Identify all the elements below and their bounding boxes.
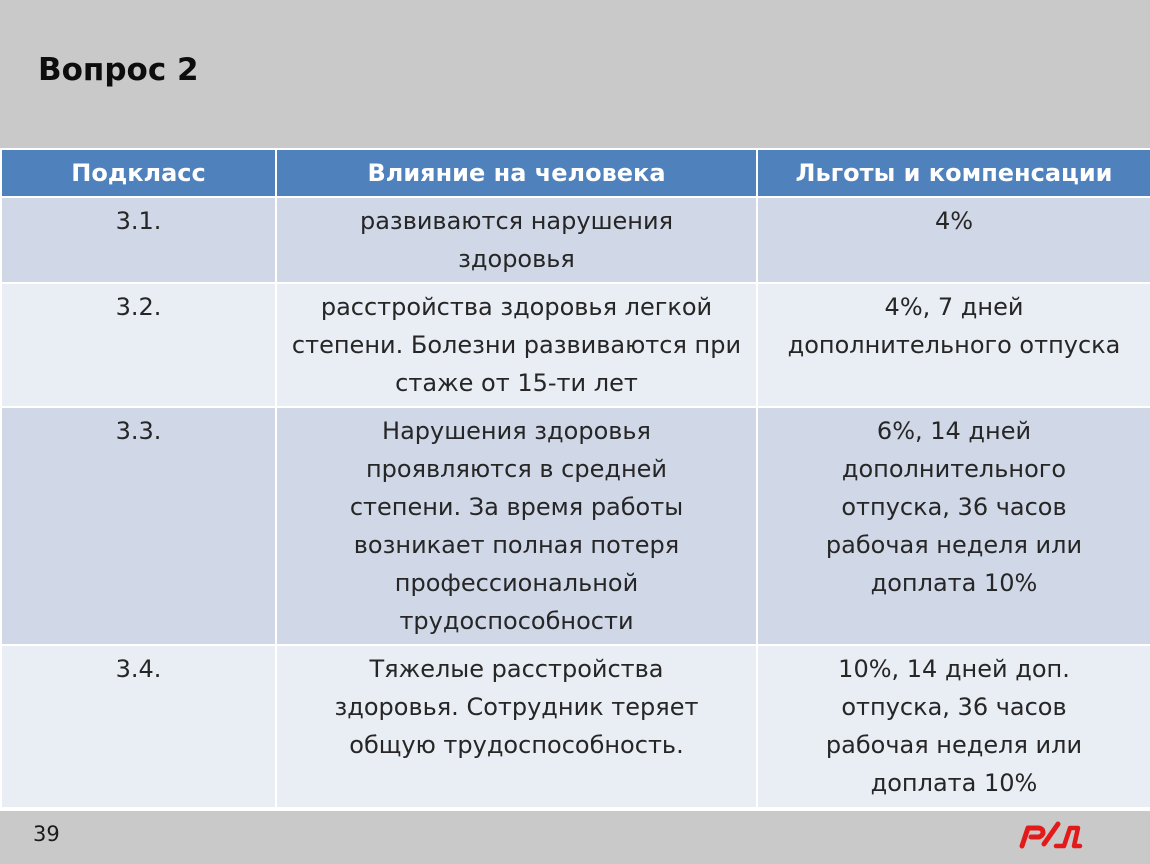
subclass-cell: 3.4. (1, 645, 276, 808)
header-impact: Влияние на человека (276, 149, 757, 197)
impact-cell: Нарушения здоровья проявляются в средней степени. За время работы возникает полная потеря профессиональной трудоспособности (276, 407, 757, 645)
table-row (1, 645, 1150, 808)
table-header-row (1, 149, 1150, 197)
table-container (0, 148, 1150, 811)
impact-cell: развиваются нарушения здоровья (276, 197, 757, 283)
subclass-cell: 3.1. (1, 197, 276, 283)
header-subclass: Подкласс (1, 149, 276, 197)
benefits-cell: 6%, 14 дней дополнительного отпуска, 36 часов рабочая неделя или доплата 10% (757, 407, 1150, 645)
impact-cell: Тяжелые расстройства здоровья. Сотрудник теряет общую трудоспособность. (276, 645, 757, 808)
table-row (1, 407, 1150, 645)
impact-cell: расстройства здоровья легкой степени. Болезни развиваются при стаже от 15-ти лет (276, 283, 757, 407)
slide-title: Вопрос 2 (38, 52, 199, 88)
rzd-logo-icon (1018, 818, 1084, 852)
benefits-cell: 4%, 7 дней дополнительного отпуска (757, 283, 1150, 407)
benefits-cell: 4% (757, 197, 1150, 283)
benefits-table (0, 148, 1150, 809)
page-number: 39 (33, 822, 60, 846)
subclass-cell: 3.3. (1, 407, 276, 645)
subclass-cell: 3.2. (1, 283, 276, 407)
table-row (1, 283, 1150, 407)
header-benefits: Льготы и компенсации (757, 149, 1150, 197)
table-row (1, 197, 1150, 283)
benefits-cell: 10%, 14 дней доп. отпуска, 36 часов рабочая неделя или доплата 10% (757, 645, 1150, 808)
